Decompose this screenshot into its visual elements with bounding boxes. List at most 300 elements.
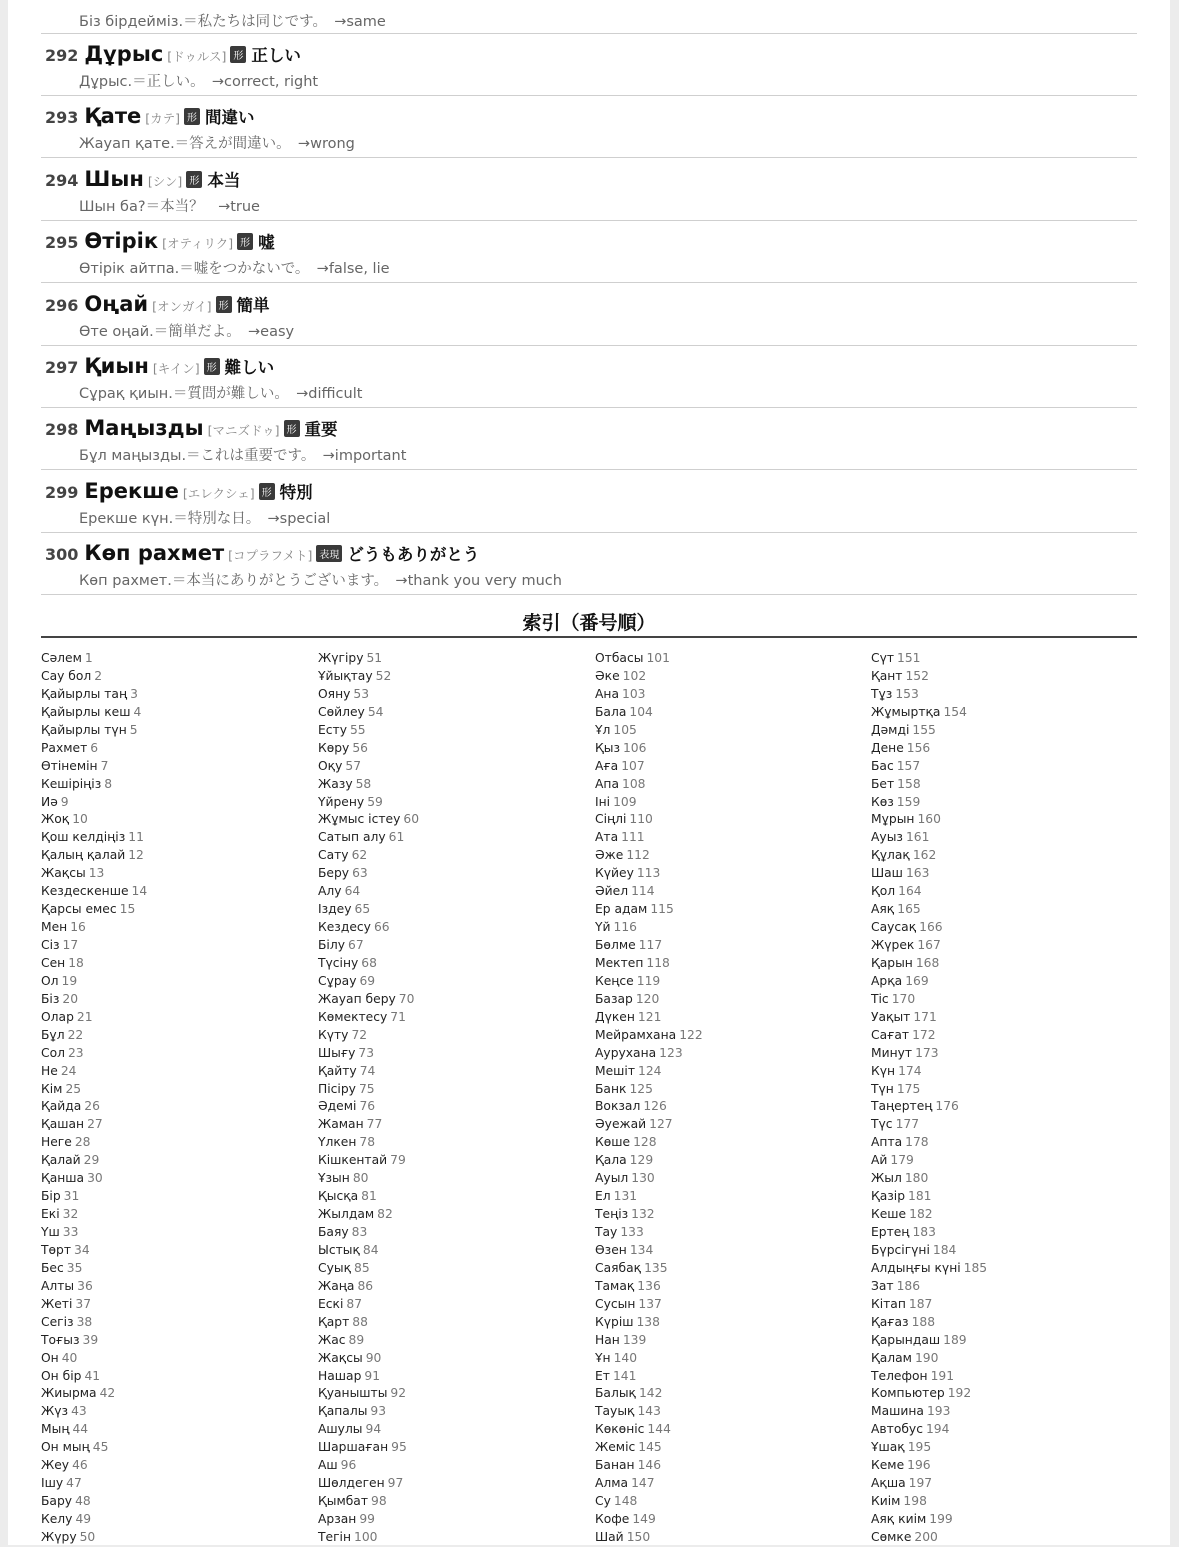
- index-number: 191: [930, 1368, 955, 1383]
- index-number: 38: [76, 1314, 93, 1329]
- index-number: 29: [83, 1153, 100, 1168]
- index-item: [871, 1529, 1147, 1547]
- index-number: 13: [88, 866, 105, 881]
- index-item: [871, 740, 1147, 758]
- entry-divider: [41, 594, 1137, 595]
- index-word: Есту: [318, 722, 347, 737]
- index-word: Он: [41, 1350, 59, 1365]
- index-number: 106: [622, 740, 647, 755]
- index-item: [318, 1421, 594, 1439]
- index-word: Шаршаған: [318, 1440, 389, 1455]
- index-word: Мешіт: [595, 1063, 636, 1078]
- part-of-speech-badge: 形: [284, 420, 300, 437]
- index-word: Дәмді: [871, 722, 910, 737]
- index-word: Кім: [41, 1081, 63, 1096]
- index-item: [41, 776, 317, 794]
- index-word: Кеше: [871, 1207, 907, 1222]
- index-number: 150: [626, 1529, 651, 1544]
- index-number: 90: [365, 1350, 382, 1365]
- index-number: 60: [403, 812, 420, 827]
- index-number: 55: [349, 722, 366, 737]
- index-word: Екі: [41, 1207, 60, 1222]
- index-item: [41, 1511, 317, 1529]
- index-word: Ақша: [871, 1476, 906, 1491]
- index-item: [318, 1475, 594, 1493]
- index-word: Бір: [41, 1189, 61, 1204]
- entry-meaning: 特別: [279, 482, 313, 502]
- index-item: [595, 794, 871, 812]
- index-item: [41, 794, 317, 812]
- index-word: Жүрек: [871, 938, 915, 952]
- index-word: Қайырлы кеш: [41, 704, 131, 719]
- index-word: Күту: [318, 1027, 349, 1042]
- index-word: Кітап: [871, 1296, 906, 1311]
- index-word: Оқу: [318, 758, 343, 773]
- part-of-speech-badge: 形: [237, 233, 253, 250]
- index-word: Әдемі: [318, 1099, 357, 1114]
- index-number: 200: [914, 1529, 938, 1544]
- index-number: 22: [67, 1027, 84, 1042]
- dictionary-page: [8, 0, 1170, 1545]
- index-item: [871, 1206, 1147, 1224]
- index-word: Тұз: [871, 686, 893, 701]
- entry-number: 299: [45, 482, 79, 502]
- index-number: 72: [351, 1027, 368, 1042]
- index-item: [318, 1045, 594, 1063]
- index-item: [595, 686, 871, 704]
- index-item: [595, 847, 871, 865]
- index-item: [318, 776, 594, 794]
- index-number: 181: [908, 1189, 932, 1204]
- index-item: [871, 668, 1147, 686]
- index-number: 197: [908, 1476, 933, 1491]
- index-number: 66: [373, 920, 390, 935]
- index-word: Сағат: [871, 1027, 910, 1042]
- index-item: [871, 1278, 1147, 1296]
- index-word: Сатып алу: [318, 830, 386, 845]
- index-item: [318, 955, 594, 973]
- index-word: Арқа: [871, 973, 903, 988]
- index-word: Қош келдіңіз: [41, 830, 126, 845]
- index-number: 142: [638, 1386, 663, 1401]
- index-word: Бет: [871, 776, 895, 791]
- index-word: Жұмыс істеу: [318, 812, 401, 827]
- index-number: 156: [906, 740, 931, 755]
- index-word: Жақсы: [41, 866, 86, 881]
- index-word: Жұмыртқа: [871, 704, 941, 719]
- entry-example: Өте оңай.＝簡単だよ。 →easy: [79, 323, 295, 340]
- index-word: Кеңсе: [595, 973, 634, 988]
- entry-meaning: 本当: [207, 170, 241, 190]
- index-item: [595, 1152, 871, 1170]
- index-word: Қапалы: [318, 1404, 368, 1419]
- index-item: [871, 937, 1147, 955]
- index-word: Кофе: [595, 1512, 630, 1526]
- index-number: 110: [629, 812, 653, 827]
- index-word: Төрт: [41, 1242, 72, 1257]
- index-item: [41, 1278, 317, 1296]
- index-word: Сусын: [595, 1296, 636, 1311]
- index-column: [318, 650, 594, 1547]
- index-word: Қайырлы таң: [41, 686, 128, 701]
- index-number: 123: [659, 1045, 683, 1060]
- index-word: Құлақ: [871, 848, 910, 863]
- index-number: 42: [99, 1386, 116, 1401]
- index-item: [595, 1350, 871, 1368]
- index-word: Киім: [871, 1494, 901, 1509]
- index-word: Қалың қалай: [41, 848, 126, 863]
- index-item: [595, 1134, 871, 1152]
- index-word: Қайту: [318, 1063, 357, 1078]
- index-item: [41, 901, 317, 919]
- index-item: [595, 829, 871, 847]
- index-word: Қайда: [41, 1099, 82, 1114]
- index-number: 127: [649, 1117, 673, 1132]
- index-word: Ауыз: [871, 830, 903, 845]
- index-item: [871, 1045, 1147, 1063]
- index-word: Тау: [595, 1225, 618, 1239]
- index-item: [871, 1063, 1147, 1081]
- entry-reading: [ドゥルス]: [167, 49, 227, 64]
- index-number: 14: [131, 884, 148, 899]
- index-item: [871, 1332, 1147, 1350]
- index-word: Жүгіру: [318, 651, 364, 665]
- index-word: Сол: [41, 1045, 65, 1060]
- index-number: 109: [613, 794, 637, 809]
- index-item: [41, 919, 317, 937]
- index-item: [41, 668, 317, 686]
- index-number: 185: [963, 1260, 988, 1275]
- index-number: 92: [390, 1386, 407, 1401]
- index-item: [871, 1385, 1147, 1403]
- index-item: [41, 1098, 317, 1116]
- index-item: [595, 1314, 871, 1332]
- index-number: 169: [905, 973, 929, 988]
- index-number: 146: [637, 1458, 662, 1473]
- index-number: 54: [367, 704, 384, 719]
- index-item: [871, 1457, 1147, 1475]
- index-word: Бару: [41, 1494, 73, 1509]
- index-word: Бала: [595, 704, 627, 719]
- index-column: [871, 650, 1147, 1547]
- vocab-entry: [41, 471, 1137, 533]
- index-word: Шөлдеген: [318, 1476, 385, 1491]
- previous-entry-example: Біз бірдейміз.＝私たちは同じです。 →same: [79, 14, 386, 30]
- index-number: 26: [84, 1099, 100, 1114]
- index-word: Компьютер: [871, 1386, 945, 1401]
- index-number: 76: [359, 1099, 376, 1114]
- index-word: Күн: [871, 1063, 896, 1078]
- index-word: Қала: [595, 1153, 627, 1168]
- index-word: Ұшақ: [871, 1440, 905, 1455]
- index-item: [595, 1009, 871, 1027]
- index-number: 112: [626, 848, 650, 863]
- index-item: [318, 1493, 594, 1511]
- index-item: [871, 722, 1147, 740]
- index-item: [41, 1260, 317, 1278]
- index-item: [318, 1170, 594, 1188]
- entry-example: Дұрыс.＝正しい。 →correct, right: [79, 74, 319, 90]
- index-number: 48: [75, 1494, 91, 1509]
- index-item: [871, 1081, 1147, 1099]
- index-number: 53: [353, 686, 370, 701]
- index-number: 86: [357, 1278, 374, 1293]
- index-word: Тамақ: [595, 1278, 635, 1293]
- index-number: 8: [104, 776, 113, 791]
- index-item: [318, 704, 594, 722]
- index-number: 7: [100, 758, 109, 773]
- vocab-entry: [41, 346, 1137, 408]
- entry-word: Қиын: [84, 354, 149, 378]
- index-number: 164: [898, 884, 922, 899]
- index-item: [871, 847, 1147, 865]
- index-number: 139: [622, 1332, 647, 1347]
- index-item: [41, 1224, 317, 1242]
- index-word: Сәлем: [41, 651, 82, 665]
- index-word: Нашар: [318, 1368, 362, 1383]
- index-word: Көше: [595, 1135, 631, 1150]
- index-number: 190: [914, 1350, 939, 1365]
- index-item: [595, 1278, 871, 1296]
- index-item: [318, 1529, 594, 1547]
- index-word: Ұйықтау: [318, 668, 373, 683]
- index-item: [318, 829, 594, 847]
- index-word: Әке: [595, 668, 620, 683]
- vocab-entry: [41, 408, 1137, 470]
- index-item: [595, 740, 871, 758]
- index-number: 80: [352, 1171, 369, 1186]
- index-word: Алу: [318, 884, 342, 899]
- index-item: [41, 1493, 317, 1511]
- index-item: [318, 973, 594, 991]
- entry-number: 296: [45, 295, 79, 315]
- index-word: Шығу: [318, 1045, 356, 1060]
- index-word: Қанша: [41, 1171, 85, 1186]
- index-word: Ауыл: [595, 1171, 629, 1186]
- index-word: Ұзын: [318, 1171, 350, 1186]
- index-word: Сіз: [41, 938, 60, 952]
- index-item: [41, 686, 317, 704]
- index-item: [318, 1260, 594, 1278]
- index-item: [318, 1385, 594, 1403]
- entry-headline: [45, 229, 275, 253]
- index-number: 135: [644, 1260, 668, 1275]
- index-number: 177: [895, 1117, 920, 1132]
- index-number: 141: [612, 1368, 637, 1383]
- index-word: Ет: [595, 1368, 610, 1383]
- index-word: Банк: [595, 1081, 627, 1096]
- entry-word: Ерекше: [84, 478, 179, 503]
- index-number: 83: [351, 1225, 368, 1239]
- index-word: Су: [595, 1494, 611, 1509]
- index-word: Аға: [595, 758, 619, 773]
- index-item: [41, 1475, 317, 1493]
- index-number: 30: [87, 1171, 103, 1186]
- index-number: 184: [932, 1242, 957, 1257]
- index-number: 189: [943, 1332, 967, 1347]
- index-word: Жүру: [41, 1529, 77, 1544]
- index-number: 124: [638, 1063, 662, 1078]
- index-word: Аш: [318, 1458, 338, 1473]
- index-word: Кешіріңіз: [41, 776, 102, 791]
- part-of-speech-badge: 表現: [316, 545, 342, 562]
- index-word: Өтінемін: [41, 758, 98, 773]
- index-word: Күйеу: [595, 866, 634, 881]
- index-number: 44: [72, 1422, 89, 1437]
- index-number: 4: [133, 704, 142, 719]
- index-word: Күріш: [595, 1314, 634, 1329]
- index-number: 84: [362, 1242, 379, 1257]
- index-number: 59: [367, 794, 383, 809]
- index-word: Бүрсігүні: [871, 1242, 930, 1257]
- index-word: Жақсы: [318, 1350, 363, 1365]
- index-item: [41, 1170, 317, 1188]
- index-number: 9: [60, 794, 69, 809]
- index-number: 97: [387, 1476, 404, 1491]
- index-number: 193: [926, 1404, 951, 1419]
- index-number: 115: [650, 902, 674, 917]
- entry-word: Қате: [84, 104, 142, 129]
- index-item: [595, 1421, 871, 1439]
- index-number: 63: [352, 866, 368, 881]
- index-word: Базар: [595, 991, 633, 1006]
- index-item: [41, 829, 317, 847]
- index-item: [318, 991, 594, 1009]
- index-number: 50: [79, 1529, 96, 1544]
- index-number: 125: [629, 1081, 653, 1096]
- index-number: 62: [351, 848, 368, 863]
- index-item: [318, 1350, 594, 1368]
- index-word: Жас: [318, 1332, 346, 1347]
- index-item: [871, 955, 1147, 973]
- index-number: 41: [84, 1368, 101, 1383]
- index-item: [41, 991, 317, 1009]
- index-item: [318, 794, 594, 812]
- index-item: [871, 1439, 1147, 1457]
- index-word: Қысқа: [318, 1189, 359, 1204]
- index-item: [871, 1296, 1147, 1314]
- index-item: [41, 1385, 317, 1403]
- index-word: Түс: [871, 1117, 893, 1132]
- index-number: 137: [638, 1296, 662, 1311]
- index-word: Үш: [41, 1225, 60, 1239]
- index-word: Түн: [871, 1081, 894, 1096]
- index-number: 126: [643, 1099, 667, 1114]
- index-number: 199: [929, 1512, 953, 1526]
- index-word: Қайырлы түн: [41, 722, 127, 737]
- index-word: Әйел: [595, 884, 629, 899]
- index-number: 71: [390, 1009, 406, 1024]
- entry-meaning: 難しい: [224, 358, 275, 377]
- index-item: [871, 1350, 1147, 1368]
- index-item: [318, 1098, 594, 1116]
- index-word: Әуежай: [595, 1117, 647, 1132]
- index-word: Неге: [41, 1135, 72, 1150]
- index-word: Жаңа: [318, 1278, 355, 1293]
- index-item: [595, 1242, 871, 1260]
- index-item: [595, 1224, 871, 1242]
- index-column: [41, 650, 317, 1547]
- index-word: Иә: [41, 794, 58, 809]
- index-word: Нан: [595, 1332, 620, 1347]
- index-item: [41, 1296, 317, 1314]
- index-word: Саябақ: [595, 1260, 642, 1275]
- index-item: [595, 1457, 871, 1475]
- index-number: 159: [896, 794, 921, 809]
- index-item: [595, 1368, 871, 1386]
- index-item: [41, 1081, 317, 1099]
- index-number: 47: [66, 1476, 82, 1491]
- index-number: 89: [348, 1332, 365, 1347]
- entry-meaning: 重要: [304, 420, 338, 440]
- index-word: Жиырма: [41, 1386, 97, 1401]
- entry-example: Сұрақ қиын.＝質問が難しい。 →difficult: [79, 386, 363, 402]
- index-number: 43: [71, 1404, 87, 1419]
- index-word: Сен: [41, 955, 66, 970]
- index-word: Өзен: [595, 1242, 627, 1257]
- index-item: [595, 704, 871, 722]
- index-item: [595, 991, 871, 1009]
- entry-headline: [45, 354, 274, 378]
- index-number: 39: [82, 1332, 99, 1347]
- index-item: [318, 1439, 594, 1457]
- index-number: 103: [622, 686, 646, 701]
- index-item: [41, 1242, 317, 1260]
- index-number: 51: [366, 651, 383, 665]
- index-number: 77: [366, 1117, 383, 1132]
- index-word: Түсіну: [318, 955, 359, 970]
- vocab-entry: [41, 284, 1137, 346]
- index-word: Жеу: [41, 1458, 70, 1473]
- index-number: 138: [636, 1314, 660, 1329]
- index-item: [41, 1009, 317, 1027]
- index-item: [871, 865, 1147, 883]
- part-of-speech-badge: 形: [230, 46, 246, 63]
- index-word: Ыстық: [318, 1242, 360, 1257]
- index-item: [41, 1314, 317, 1332]
- index-word: Беру: [318, 866, 350, 881]
- index-word: Мұрын: [871, 812, 915, 827]
- index-word: Аяқ: [871, 902, 895, 917]
- index-item: [595, 955, 871, 973]
- index-number: 10: [72, 812, 88, 827]
- index-word: Ай: [871, 1153, 888, 1168]
- index-item: [871, 686, 1147, 704]
- index-number: 58: [355, 776, 372, 791]
- entry-word: Дұрыс: [84, 42, 164, 66]
- index-number: 198: [903, 1494, 927, 1509]
- index-word: Үй: [595, 920, 611, 935]
- entry-example: Жауап қате.＝答えが間違い。 →wrong: [79, 136, 355, 153]
- index-number: 12: [128, 848, 144, 863]
- index-item: [41, 865, 317, 883]
- index-word: Көмектесу: [318, 1009, 388, 1024]
- index-word: Олар: [41, 1009, 74, 1024]
- index-item: [318, 1009, 594, 1027]
- index-item: [41, 1421, 317, 1439]
- index-number: 176: [935, 1099, 959, 1114]
- index-word: Бөлме: [595, 938, 636, 952]
- index-item: [41, 1045, 317, 1063]
- index-word: Бұл: [41, 1027, 65, 1042]
- index-column: [595, 650, 871, 1547]
- index-item: [871, 1260, 1147, 1278]
- index-number: 27: [87, 1117, 103, 1132]
- index-item: [318, 1206, 594, 1224]
- entry-reading: [マニズドゥ]: [207, 423, 280, 439]
- index-word: Ер адам: [595, 902, 648, 917]
- index-number: 170: [891, 991, 916, 1006]
